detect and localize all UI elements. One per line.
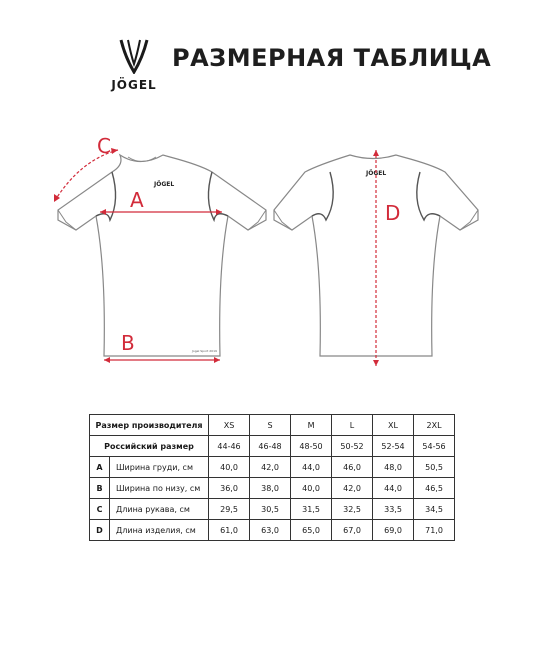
size-chart-table bbox=[89, 414, 455, 541]
value-cell: 29,5 bbox=[209, 499, 250, 520]
value-cell: 46,0 bbox=[332, 457, 373, 478]
row-letter: C bbox=[90, 499, 110, 520]
table-row bbox=[90, 520, 455, 541]
russian-size-cell: 50-52 bbox=[332, 436, 373, 457]
value-cell: 50,5 bbox=[414, 457, 455, 478]
hem-tag-text: Jogel Sport 2019 bbox=[192, 349, 217, 353]
value-cell: 42,0 bbox=[332, 478, 373, 499]
value-cell: 33,5 bbox=[373, 499, 414, 520]
russian-size-cell: 52-54 bbox=[373, 436, 414, 457]
jogel-logo bbox=[104, 38, 164, 98]
value-cell: 42,0 bbox=[250, 457, 291, 478]
size-cell: 2XL bbox=[414, 415, 455, 436]
row-measure-name: Ширина груди, см bbox=[110, 457, 209, 478]
russian-size-row bbox=[90, 436, 455, 457]
table-header-row bbox=[90, 415, 455, 436]
logo-text: JÖGEL bbox=[111, 78, 157, 92]
label-d: D bbox=[385, 201, 401, 225]
label-c: C bbox=[97, 134, 111, 158]
value-cell: 40,0 bbox=[291, 478, 332, 499]
row-letter: A bbox=[90, 457, 110, 478]
value-cell: 61,0 bbox=[209, 520, 250, 541]
maker-size-label: Размер производителя bbox=[90, 415, 209, 436]
front-brand-text: JÖGEL bbox=[154, 181, 175, 188]
value-cell: 38,0 bbox=[250, 478, 291, 499]
russian-size-cell: 48-50 bbox=[291, 436, 332, 457]
value-cell: 63,0 bbox=[250, 520, 291, 541]
russian-size-cell: 54-56 bbox=[414, 436, 455, 457]
value-cell: 32,5 bbox=[332, 499, 373, 520]
value-cell: 69,0 bbox=[373, 520, 414, 541]
russian-size-cell: 44-46 bbox=[209, 436, 250, 457]
header bbox=[0, 0, 541, 110]
value-cell: 67,0 bbox=[332, 520, 373, 541]
value-cell: 65,0 bbox=[291, 520, 332, 541]
shirt-diagram bbox=[0, 110, 541, 400]
table-row bbox=[90, 457, 455, 478]
table-row bbox=[90, 478, 455, 499]
row-measure-name: Ширина по низу, см bbox=[110, 478, 209, 499]
size-cell: S bbox=[250, 415, 291, 436]
label-b: B bbox=[121, 331, 135, 355]
value-cell: 31,5 bbox=[291, 499, 332, 520]
russian-size-cell: 46-48 bbox=[250, 436, 291, 457]
label-a: A bbox=[130, 188, 144, 212]
value-cell: 71,0 bbox=[414, 520, 455, 541]
row-measure-name: Длина изделия, см bbox=[110, 520, 209, 541]
row-letter: B bbox=[90, 478, 110, 499]
value-cell: 48,0 bbox=[373, 457, 414, 478]
value-cell: 44,0 bbox=[291, 457, 332, 478]
value-cell: 44,0 bbox=[373, 478, 414, 499]
russian-size-label: Российский размер bbox=[90, 436, 209, 457]
value-cell: 40,0 bbox=[209, 457, 250, 478]
size-cell: XL bbox=[373, 415, 414, 436]
size-cell: XS bbox=[209, 415, 250, 436]
row-letter: D bbox=[90, 520, 110, 541]
table-row bbox=[90, 499, 455, 520]
back-brand-text: JÖGEL bbox=[366, 170, 387, 177]
value-cell: 34,5 bbox=[414, 499, 455, 520]
front-shirt bbox=[58, 155, 266, 356]
value-cell: 36,0 bbox=[209, 478, 250, 499]
value-cell: 30,5 bbox=[250, 499, 291, 520]
page-title: РАЗМЕРНАЯ ТАБЛИЦА bbox=[172, 44, 492, 72]
logo-emblem-icon bbox=[118, 38, 150, 74]
size-cell: L bbox=[332, 415, 373, 436]
row-measure-name: Длина рукава, см bbox=[110, 499, 209, 520]
size-cell: M bbox=[291, 415, 332, 436]
value-cell: 46,5 bbox=[414, 478, 455, 499]
